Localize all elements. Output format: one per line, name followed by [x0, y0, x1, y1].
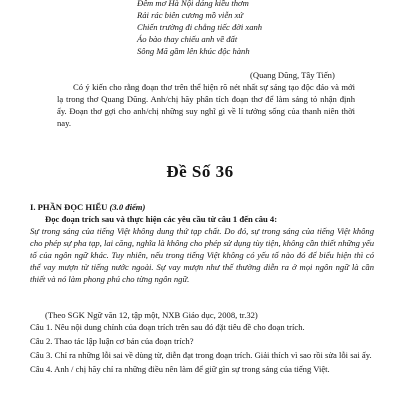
question-item: Câu 3. Chỉ ra những lỗi sai về dùng từ, diễn đạt trong đoạn trích. Giải thích vì sao rồi sửa lỗi sai ấy.: [30, 350, 372, 360]
essay-prompt: [57, 81, 355, 129]
section-instruction: Đọc đoạn trích sau và thực hiện các yêu cầu từ câu 1 đến câu 4:: [45, 214, 278, 224]
section-points: (3.0 điểm): [109, 202, 146, 212]
section-heading: [30, 201, 145, 213]
question-item: Câu 4. Anh / chị hãy chỉ ra những điều nên làm để giữ gìn sự trong sáng của tiếng Việt.: [30, 364, 330, 374]
question-list: [30, 321, 374, 377]
reading-excerpt-text: Sự trong sáng của tiếng Việt không dung thứ tạp chất. Do đó, sự trong sáng của tiếng Việt không cho phép sự pha tạp, lai căng, nghĩa là không cho phép sử dụng tùy tiện, không cần thiết những yếu tố của ngôn ngữ khác. Tuy nhiên, nếu trong tiếng Việt không có yếu tố nào đó để biểu hiện thì có thể vay mượn từ tiếng nước ngoài. Sự vay mượn như thế thường diễn ra ở mọi ngôn ngữ là cần thiết và nó làm phong phú cho từng ngôn ngữ.: [30, 226, 374, 284]
poem-line: Sông Mã gầm lên khúc độc hành: [137, 46, 250, 56]
excerpt-source: (Theo SGK Ngữ văn 12, tập một, NXB Giáo dục, 2008, tr.32): [45, 310, 258, 320]
section-heading-text: I. PHẦN ĐỌC HIỂU: [30, 202, 108, 212]
question-item: Câu 1. Nêu nội dung chính của đoạn trích trên sau đó đặt tiêu đề cho đoạn trích.: [30, 322, 305, 332]
poem-citation: (Quang Dũng, Tây Tiến): [250, 70, 335, 80]
poem-line: Áo bào thay chiếu anh về đất: [137, 34, 238, 44]
poem-line: Chiến trường đi chẳng tiếc đời xanh: [137, 22, 263, 32]
exam-title: Đề Số 36: [166, 162, 234, 181]
poem-stanza: [137, 0, 262, 57]
essay-prompt-text: Có ý kiến cho rằng đoạn thơ trên thể hiện rõ nét nhất sự sáng tạo độc đáo và mới lạ trong thơ Quang Dũng. Anh/chị hãy phân tích đoạn thơ để làm sáng tỏ nhận định ấy. Đoạn thơ gợi cho anh/chị những suy nghĩ gì về lí tưởng sống của thanh niên thời nay.: [57, 82, 355, 128]
question-item: Câu 2. Thao tác lập luận cơ bản của đoạn trích?: [30, 336, 194, 346]
reading-excerpt: [30, 225, 374, 285]
poem-line: Đêm mơ Hà Nội dáng kiều thơm: [137, 0, 249, 8]
poem-line: Rải rác biên cương mồ viễn xứ: [137, 10, 244, 20]
